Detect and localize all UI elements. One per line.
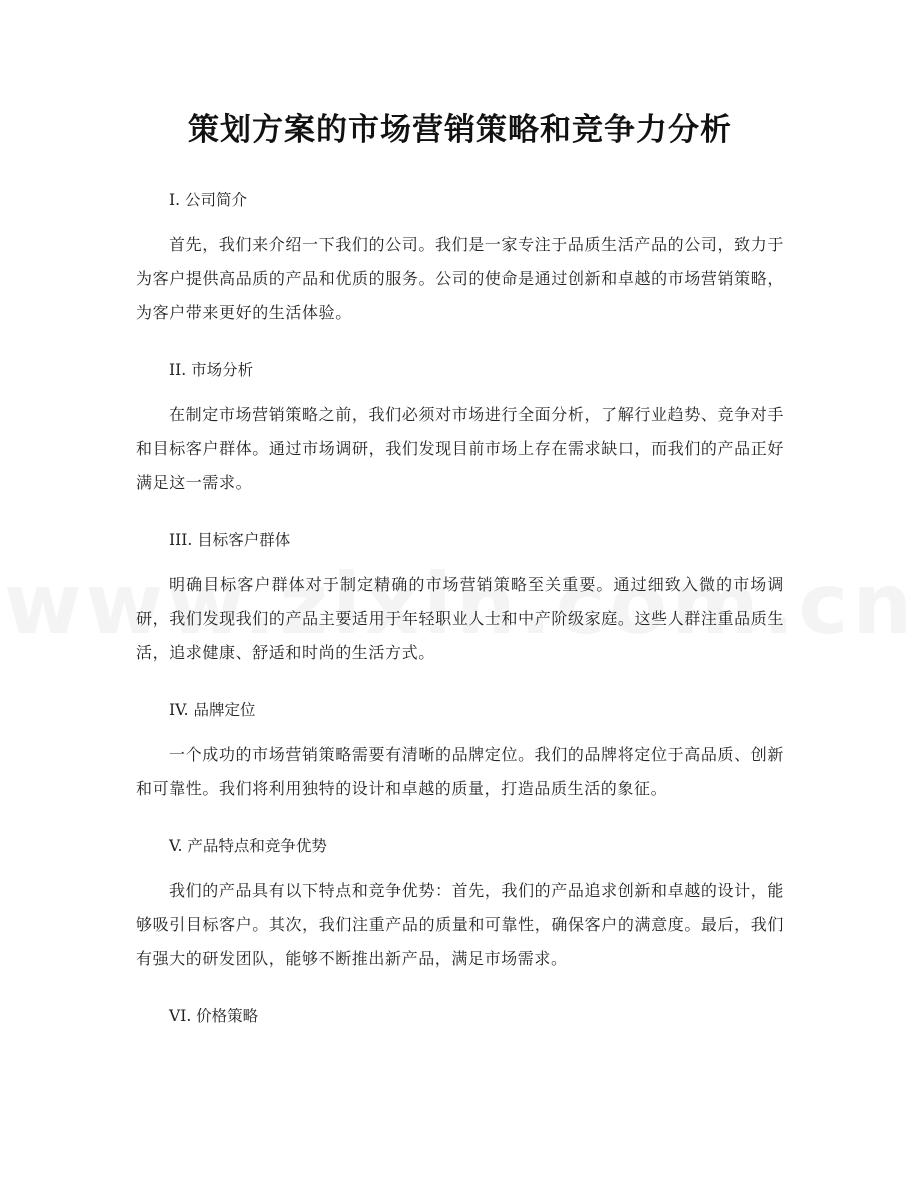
section-heading-1: I. 公司简介 (169, 191, 247, 209)
section-heading-4: IV. 品牌定位 (169, 701, 256, 719)
section-heading-3: III. 目标客户群体 (169, 531, 291, 549)
section-paragraph-4: 一个成功的市场营销策略需要有清晰的品牌定位。我们的品牌将定位于高品质、创新和可靠性。我们将利用独特的设计和卓越的质量，打造品质生活的象征。 (136, 745, 784, 798)
section-paragraph-1: 首先，我们来介绍一下我们的公司。我们是一家专注于品质生活产品的公司，致力于为客户提供高品质的产品和优质的服务。公司的使命是通过创新和卓越的市场营销策略，为客户带来更好的生活体验。 (136, 235, 784, 322)
section-paragraph-2: 在制定市场营销策略之前，我们必须对市场进行全面分析，了解行业趋势、竞争对手和目标客户群体。通过市场调研，我们发现目前市场上存在需求缺口，而我们的产品正好满足这一需求。 (136, 405, 784, 492)
section-heading-5: V. 产品特点和竞争优势 (169, 837, 327, 855)
section-paragraph-5: 我们的产品具有以下特点和竞争优势：首先，我们的产品追求创新和卓越的设计，能够吸引目标客户。其次，我们注重产品的质量和可靠性，确保客户的满意度。最后，我们有强大的研发团队，能够不断推出新产品，满足市场需求。 (136, 881, 784, 968)
section-heading-2: II. 市场分析 (169, 361, 254, 379)
section-heading-6: VI. 价格策略 (169, 1007, 259, 1025)
document-title: 策划方案的市场营销策略和竞争力分析 (188, 112, 732, 148)
section-paragraph-3: 明确目标客户群体对于制定精确的市场营销策略至关重要。通过细致入微的市场调研，我们发现我们的产品主要适用于年轻职业人士和中产阶级家庭。这些人群注重品质生活，追求健康、舒适和时尚的生活方式。 (136, 575, 784, 662)
